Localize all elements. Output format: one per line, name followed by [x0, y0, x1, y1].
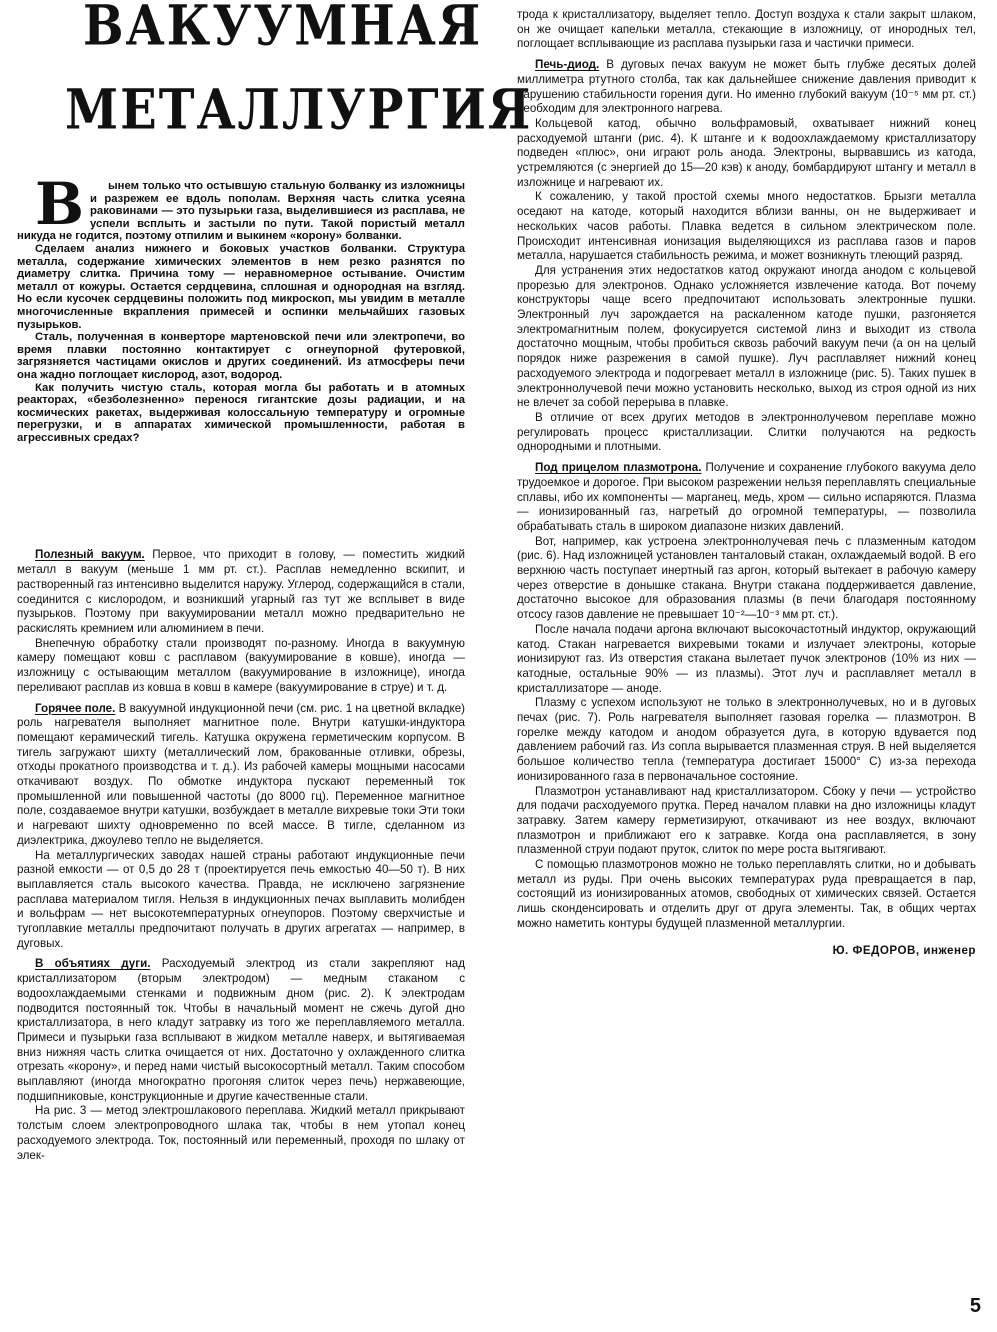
intro-paragraph — [17, 170, 465, 243]
intro-text: ынем только что остывшую стальную болванку из изложницы и разрежем ее вдоль пополам. Верхняя часть слитка усеяна раковинами — это пузырьки газа, выделившиеся из расплава, не успели всплыть и застыли по пути. Такой пористый металл никуда не годится, поэтому отпилим и выкинем «корону» болванки. — [17, 180, 465, 243]
body-paragraph — [17, 957, 465, 1104]
paragraph-text: В вакуумной индукционной печи (см. рис. 1 на цветной вкладке) роль нагревателя выполняет магнитное поле. Внутри катушки-индуктора помещают керамический тигель. Катушка окружена герметическим корпусом. В тигель загружают шихту (металлический лом, бракованные отливки, обрезы, отходы прокатного производства и т. д.). Из рабочей камеры мощными насосами откачивают воздух. По обмотке индуктора пускают переменный ток промышленной или повышенной частоты (до 8000 гц). Переменное магнитное поле, создаваемое внутри катушки, возбуждает в металле вихревые токи Эти токи и нагревают шихту одновременно по всей массе. В тигле, сделанном из диэлектрика, джоулево тепло не выделяется. — [17, 701, 465, 847]
intro — [17, 170, 465, 444]
paragraph-text: Первое, что приходит в голову, — поместить жидкий металл в вакуум (меньше 1 мм рт. ст.). Расплав немедленно вскипит, и растворенный газ интенсивно выделится наружу. Углерод, содержащийся в стали, соединится с кислородом, и возникший угарный газ тут же всплывет в виде пузырьков. Поэтому при вакуумировании металл можно предварительно не раскислять кремнием или алюминием в печи. — [17, 548, 465, 635]
body-paragraph — [517, 411, 976, 455]
author-name: Ю. ФЕДОРОВ, — [832, 943, 920, 957]
drop-cap: В — [35, 170, 85, 238]
paragraph-text: После начала подачи аргона включают высокочастотный индуктор, окружающий катод. Стакан нагревается вихревыми токами и излучает электроны, которые ионизируют газ. Из отверстия стакана вылетает пучок электронов (10% из них — катодные, остальные 90% — из плазмы). Этот луч и расплавляет металл в кристаллизаторе — аноде. — [517, 622, 976, 695]
section-heading: Полезный вакуум. — [35, 548, 145, 562]
left-column — [17, 0, 533, 1163]
section-heading: Печь-диод. — [535, 58, 600, 72]
paragraph-text: трода к кристаллизатору, выделяет тепло. Доступ воздуха к стали закрыт шлаком, он же очищает капельки металла, стекающие в изложницу, от инородных тел, поглощает всплывающие из расплава пузырьки газа и частички примеси. — [517, 8, 976, 51]
body-paragraph — [517, 8, 976, 52]
body-paragraph — [517, 785, 976, 859]
right-column — [517, 8, 976, 958]
title-line-1: ВАКУУМНАЯ — [83, 0, 483, 59]
paragraph-text: Вот, например, как устроена электроннолучевая печь с плазменным катодом (рис. 6). Над изложницей установлен танталовый стакан, охлаждаемый водой. В его верхнюю часть поступает инертный газ аргон, который вытекает в рабочую камеру через отверстие в донышке стакана. Внутри стакана поддерживается давление, достаточно высокое для образования плазмы (в печи благодаря постоянному отсосу газов давление не превышает 10⁻²—10⁻³ мм рт. ст.). — [517, 534, 976, 622]
intro-paragraph: Сделаем анализ нижнего и боковых участков болванки. Структура металла, содержание химических элементов в нем резко разнятся по диаметру слитка. Причина тому — неравномерное остывание. Очистим металл от кожуры. Остается сердцевина, сплошная и однородная на взгляд. Но если кусочек сердцевины положить под микроскоп, мы увидим в металле многочисленные вкрапления примесей и оспинки мельчайших газовых пузырьков. — [17, 242, 465, 331]
body-paragraph — [517, 117, 976, 191]
page-number: 5 — [969, 1295, 981, 1317]
title-block — [17, 0, 533, 180]
right-body — [517, 8, 976, 932]
section-heading: Под прицелом плазмотрона. — [535, 461, 702, 475]
paragraph-text: В отличие от всех других методов в электроннолучевом переплаве можно регулировать процесс кристаллизации. Слитки получаются на редкость однородными и плотными. — [517, 410, 976, 454]
intro-paragraph: Сталь, полученная в конверторе мартеновской печи или электропечи, во время плавки постоянно контактирует с огнеупорной футеровкой, загрязняется частицами окислов и других соединений. Из атмосферы печи она жадно поглощает кислород, азот, водород. — [17, 331, 465, 381]
body-paragraph — [17, 1104, 465, 1163]
body-paragraph — [517, 190, 976, 264]
signature — [517, 944, 976, 959]
body-paragraph — [17, 637, 465, 696]
body-paragraph — [17, 849, 465, 952]
paragraph-text: На металлургических заводах нашей страны работают индукционные печи разной емкости — от 0,5 до 28 т (проектируется печь емкостью 40—50 т). В них выплавляется сталь высокого качества. Правда, не исключено загрязнение расплава материалом тигля. Нельзя в индукционных печах выплавить молибден и вольфрам — нет высокотемпературных огнеупоров. Поэтому сверхчистые и тугоплавкие металлы предпочитают получать в других агрегатах — например, в дуговых. — [17, 848, 465, 950]
paragraph-text: Внепечную обработку стали производят по-разному. Иногда в вакуумную камеру помещают ковш с расплавом (вакуумирование в ковше), иногда — изложницу с остывающим металлом (вакуумирование в изложнице), иногда переливают расплав из ковша в ковш в камере (вакуумирование в струе) и т. д. — [17, 636, 465, 694]
left-body — [17, 548, 465, 1163]
paragraph-text: Расходуемый электрод из стали закрепляют над кристаллизатором (вторым электродом) — медным стаканом с водоохлаждаемыми стенками и подвижным дном (рис. 2). К электродам подводится постоянный ток. Чтобы в начальный момент не сжечь дугой дно кристаллизатора, в него кладут затравку из того же переплавляемого металла. Примеси и пузырьки газа всплывают в жидком металле наверх, и вытягиваемая вниз нижняя часть слитка очищается от них. Достаточно у охлажденного слитка отрезать «корону», и перед нами чистый высокосортный металл. Таким способом выплавляют (иногда многократно прогоняя слиток через печь) нержавеющие, подшипниковые, конструкционные и другие качественные стали. — [17, 957, 465, 1103]
paragraph-text: На рис. 3 — метод электрошлакового переплава. Жидкий металл прикрывают толстым слоем электропроводного шлака так, чтобы в нем утопал конец расходуемого электрода. Ток, постоянный или переменный, проходя по шлаку от элек- — [17, 1104, 465, 1162]
spacer — [17, 444, 465, 548]
body-paragraph — [17, 702, 465, 849]
paragraph-text: Кольцевой катод, обычно вольфрамовый, охватывает нижний конец расходуемой штанги (рис. 4). К штанге и к водоохлаждаемому кристаллизатору подведен «плюс», они играют роль анода. Электроны, вырвавшись из катода, устремляются (с энергией до 15—20 кэв) к аноду, бомбардируют штангу и металл в изложнице и нагревают их. — [517, 116, 976, 189]
body-paragraph — [517, 58, 976, 117]
section-heading: В объятиях дуги. — [35, 957, 151, 971]
body-paragraph — [517, 535, 976, 623]
paragraph-text: С помощью плазмотронов можно не только переплавлять слитки, но и добывать металл из руды. При очень высоких температурах руда превращается в пар, состоящий из ионизированных атомов, свободных от химических связей. Остается лишь сконденсировать и отделить друг от друга элементы. Так, в общих чертах можно наметить контуры будущей плазменной металлургии. — [517, 858, 976, 930]
paragraph-text: Для устранения этих недостатков катод окружают иногда анодом с кольцевой прорезью для электронов. Однако усложняется извлечение катода. Вот почему конструкторы чаще всего предпочитают использовать электронные пушки. Электронный луч зарождается на раскаленном катоде пушки, разгоняется электромагнитным полем, фокусируется системой линз и выходит из ствола достаточно мощным, чтобы пробиться сквозь рабочий вакуум печи (а он на целый порядок ниже разрежения в самой пушке). Луч расплавляет нижний конец расходуемого электрода и подогревает металл в изложнице (рис. 5). Таких пушек в электроннолучевой печи можно установить несколько, выход из строя одной из них не влечет за собой перерыва в плавке. — [517, 263, 976, 410]
intro-paragraph: Как получить чистую сталь, которая могла бы работать и в атомных реакторах, «безболезненно» перенося гигантские дозы радиации, и на космических ракетах, выдерживая колоссальную температуру и огромные перегрузки, и в аппаратах химической промышленности, работая в агрессивных средах? — [17, 381, 465, 444]
paragraph-text: К сожалению, у такой простой схемы много недостатков. Брызги металла оседают на катоде, который находится вблизи ванны, он не выдерживает и нескольких часов работы. Плавка ведется в сильном электрическом поле. Происходит интенсивная ионизация выделяющихся из расплава газов и паров металла, нарушается стабильность режима, и может возникнуть тлеющий разряд. — [517, 190, 976, 263]
title-line-2: МЕТАЛЛУРГИЯ — [65, 77, 533, 143]
paragraph-text: Плазмотрон устанавливают над кристаллизатором. Сбоку у печи — устройство для подачи расходуемого прутка. Перед началом плавки на дно изложницы кладут затравку. Затем камеру герметизируют, откачивают из нее воздух, включают плазмотрон и приближают его к затравке. Когда она расплавляется, в зону плазменной струи подают пруток, слиток по мере роста вытягивают. — [517, 784, 976, 857]
paragraph-text: Плазму с успехом используют не только в электроннолучевых, но и в дуговых печах (рис. 7). Роль нагревателя выполняет газовая горелка — плазмотрон. В горелке между катодом и анодом образуется дуга, в которую вдувается под давлением рабочий газ. Из сопла вырывается плазменная струя. В ней выделяется большое количество тепла (температура достигает 15000° С) из-за перехода ионизированного газа в первоначальное состояние. — [517, 696, 976, 783]
body-paragraph — [17, 548, 465, 636]
paragraph-text: Получение и сохранение глубокого вакуума дело трудоемкое и дорогое. При высоком разрежении нельзя переплавлять специальные сплавы, ибо их компоненты — марганец, медь, хром — сильно испаряются. Плазма — ионизированный газ, нагретый до огромной температуры, — позволила обрабатывать сталь в широком диапазоне низких давлений. — [517, 461, 976, 533]
body-paragraph — [517, 461, 976, 535]
body-paragraph — [517, 696, 976, 784]
author-role: инженер — [919, 943, 976, 957]
body-paragraph — [517, 623, 976, 697]
body-paragraph — [517, 858, 976, 932]
section-heading: Горячее поле. — [35, 701, 116, 715]
body-paragraph — [517, 264, 976, 411]
paragraph-text: В дуговых печах вакуум не может быть глубже десятых долей миллиметра ртутного столба, так как дальнейшее снижение давления приводит к нарушению стабильности горения дуги. Но именно глубокий вакуум (10⁻⁵ мм рт. ст.) необходим для электронного нагрева. — [517, 58, 976, 116]
